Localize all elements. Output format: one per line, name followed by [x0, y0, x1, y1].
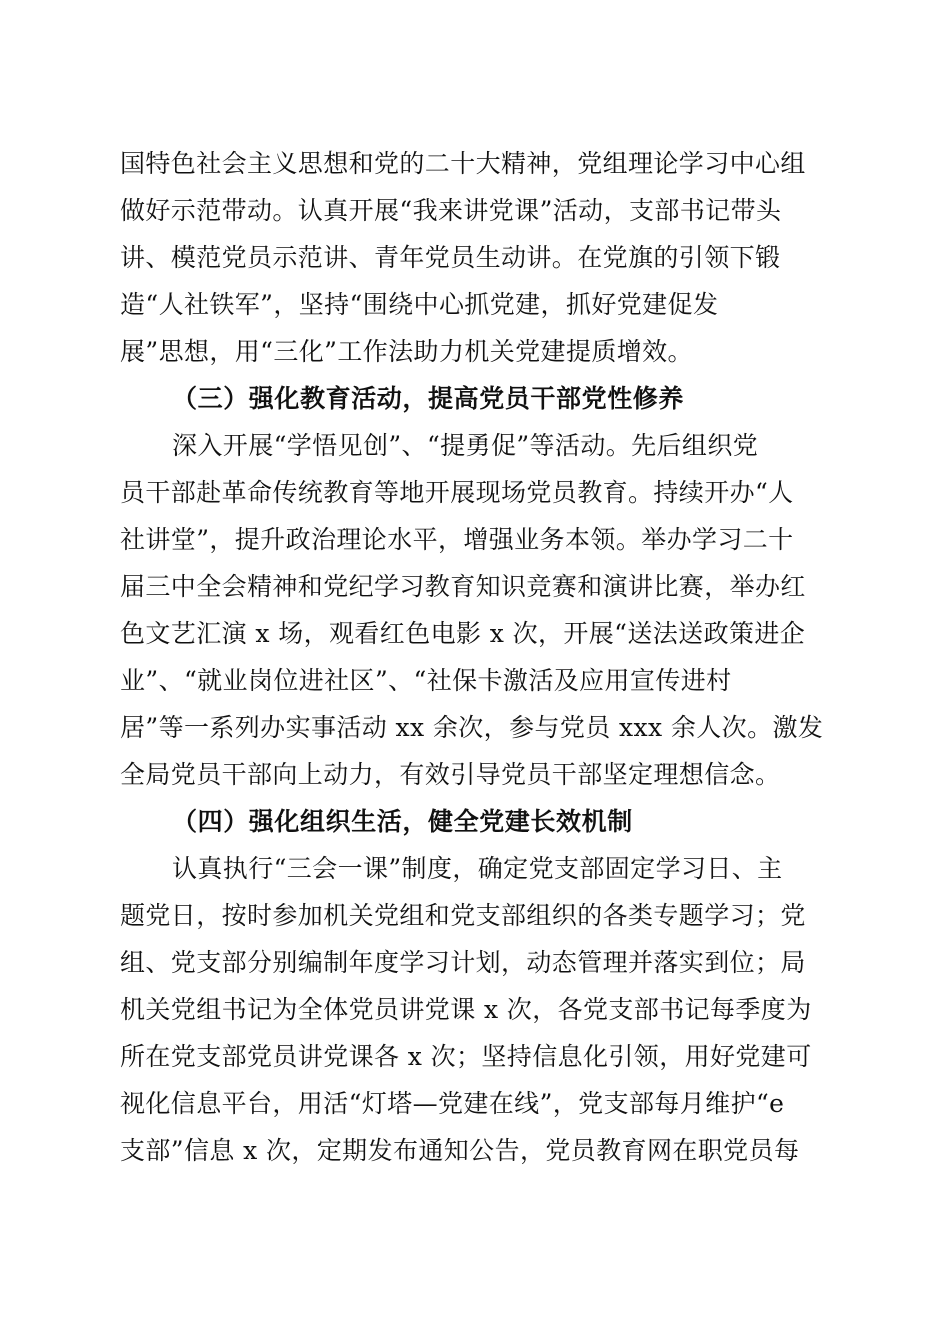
- text-line: 色文艺汇演 x 场，观看红色电影 x 次，开展“送法送政策进企: [120, 619, 806, 648]
- text-line: 全局党员干部向上动力，有效引导党员干部坚定理想信念。: [120, 760, 781, 789]
- text-line: 讲、模范党员示范讲、青年党员生动讲。在党旗的引领下锻: [120, 243, 781, 272]
- text-line: 造“人社铁军”，坚持“围绕中心抓党建，抓好党建促发: [120, 290, 719, 319]
- text-line: 员干部赴革命传统教育等地开展现场党员教育。持续开办“人: [120, 478, 794, 507]
- text-line: 社讲堂”，提升政治理论水平，增强业务本领。举办学习二十: [120, 525, 794, 554]
- text-line: 居”等一系列办实事活动 xx 余次，参与党员 xxx 余人次。激发: [120, 713, 824, 742]
- text-line: 深入开展“学悟见创”、“提勇促”等活动。先后组织党: [172, 431, 759, 460]
- section-heading: （三）强化教育活动，提高党员干部党性修养: [172, 384, 685, 413]
- text-line: 题党日，按时参加机关党组和党支部组织的各类专题学习；党: [120, 901, 806, 930]
- text-line: 认真执行“三会一课”制度，确定党支部固定学习日、主: [172, 854, 783, 883]
- text-line: 届三中全会精神和党纪学习教育知识竞赛和演讲比赛，举办红: [120, 572, 806, 601]
- text-line: 所在党支部党员讲党课各 x 次；坚持信息化引领，用好党建可: [120, 1042, 812, 1071]
- text-line: 国特色社会主义思想和党的二十大精神，党组理论学习中心组: [120, 149, 806, 178]
- text-line: 组、党支部分别编制年度学习计划，动态管理并落实到位；局: [120, 948, 806, 977]
- text-line: 业”、“就业岗位进社区”、“社保卡激活及应用宣传进村: [120, 666, 732, 695]
- text-line: 展”思想，用“三化”工作法助力机关党建提质增效。: [120, 337, 693, 366]
- text-line: 视化信息平台，用活“灯塔—党建在线”，党支部每月维护“e: [120, 1089, 785, 1118]
- text-line: 机关党组书记为全体党员讲党课 x 次，各党支部书记每季度为: [120, 995, 812, 1024]
- text-line: 做好示范带动。认真开展“我来讲党课”活动，支部书记带头: [120, 196, 782, 225]
- text-line: 支部”信息 x 次，定期发布通知公告，党员教育网在职党员每: [120, 1136, 800, 1165]
- section-heading: （四）强化组织生活，健全党建长效机制: [172, 807, 633, 836]
